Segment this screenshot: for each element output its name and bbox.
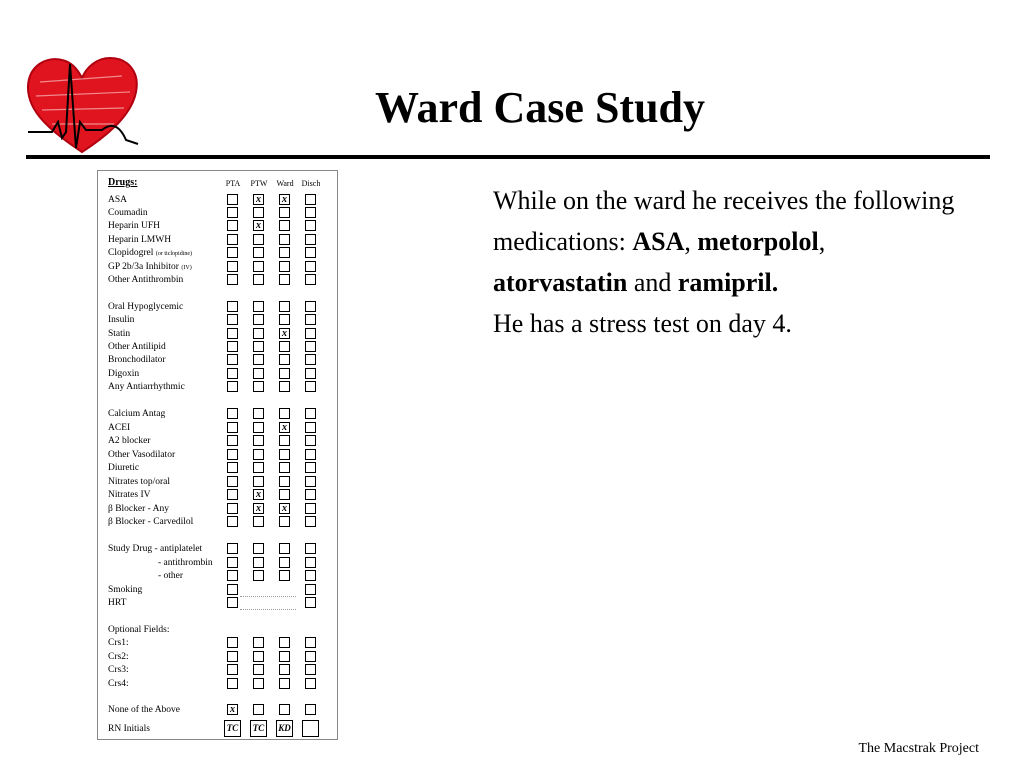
drug-label xyxy=(108,422,224,434)
drug-label-text: Clopidogrel xyxy=(108,248,154,258)
drug-label-text: Coumadin xyxy=(108,208,148,218)
checkbox-disch[interactable] xyxy=(305,584,316,595)
drug-label xyxy=(108,207,224,219)
drug-label xyxy=(108,584,224,596)
checkbox-ptw[interactable] xyxy=(253,570,264,581)
drug-label xyxy=(108,234,224,246)
drug-label-text: GP 2b/3a Inhibitor xyxy=(108,262,179,272)
checkbox-ward[interactable] xyxy=(279,557,290,568)
checkbox-ptw[interactable] xyxy=(253,678,264,689)
drug-label xyxy=(108,314,224,326)
drug-label xyxy=(108,704,224,716)
form-row xyxy=(98,328,337,341)
drug-label-text: Crs3: xyxy=(108,665,129,675)
initials-box-disch[interactable] xyxy=(302,720,319,737)
form-row xyxy=(98,220,337,233)
checkbox-ptw[interactable] xyxy=(253,408,264,419)
checkbox-ward[interactable] xyxy=(279,516,290,527)
checkbox-ptw[interactable] xyxy=(253,247,264,258)
drug-label-text: Statin xyxy=(108,329,131,339)
drug-label xyxy=(108,261,224,274)
form-row xyxy=(98,247,337,260)
checkbox-ptw[interactable] xyxy=(253,476,264,487)
checkbox-ptw[interactable] xyxy=(253,664,264,675)
checkbox-disch[interactable] xyxy=(305,274,316,285)
drug-label xyxy=(108,435,224,447)
checkbox-disch[interactable] xyxy=(305,597,316,608)
drug-label xyxy=(108,449,224,461)
drug-label-text: Other Antithrombin xyxy=(108,275,184,285)
checkbox-ward[interactable] xyxy=(279,678,290,689)
checkbox-disch[interactable] xyxy=(305,489,316,500)
form-row xyxy=(98,503,337,516)
drug-label xyxy=(108,274,224,286)
checkbox-ward[interactable] xyxy=(279,476,290,487)
checkbox-ward[interactable] xyxy=(279,368,290,379)
form-row xyxy=(98,408,337,421)
drug-label xyxy=(108,624,224,636)
heart-ecg-logo xyxy=(22,52,142,160)
form-row xyxy=(98,435,337,448)
checkbox-ptw[interactable] xyxy=(253,516,264,527)
form-row xyxy=(98,570,337,583)
checkbox-ptw[interactable] xyxy=(253,261,264,272)
medication-form xyxy=(97,170,338,740)
drug-label-text: Nitrates IV xyxy=(108,490,151,500)
drug-label-text: Crs4: xyxy=(108,679,129,689)
checkbox-disch[interactable] xyxy=(305,220,316,231)
form-row xyxy=(98,449,337,462)
drug-label-text: Nitrates top/oral xyxy=(108,477,170,487)
drug-label xyxy=(108,301,224,313)
checkbox-ward[interactable] xyxy=(279,408,290,419)
form-row xyxy=(98,341,337,354)
drug-label-text: Bronchodilator xyxy=(108,355,166,365)
checkbox-disch[interactable] xyxy=(305,368,316,379)
drugs-header: Drugs: xyxy=(108,177,138,188)
page-title: Ward Case Study xyxy=(374,83,706,132)
checkbox-pta[interactable] xyxy=(227,503,238,514)
checkbox-ward[interactable] xyxy=(279,341,290,352)
checkbox-pta[interactable] xyxy=(227,476,238,487)
drug-label-text: Crs1: xyxy=(108,638,129,648)
drug-label xyxy=(108,543,224,555)
drug-label-text: Insulin xyxy=(108,315,135,325)
checkbox-ptw[interactable] xyxy=(253,368,264,379)
checkbox-ward[interactable] xyxy=(279,449,290,460)
checkbox-pta[interactable] xyxy=(227,489,238,500)
checkbox-ptw[interactable] xyxy=(253,435,264,446)
drug-label-text: ASA xyxy=(108,195,128,205)
checkbox-ptw[interactable] xyxy=(253,449,264,460)
drug-label-text: - other xyxy=(158,571,184,581)
drug-label-text: Study Drug - antiplatelet xyxy=(108,544,203,554)
checkbox-ward[interactable] xyxy=(279,207,290,218)
form-row xyxy=(98,422,337,435)
checkbox-disch[interactable] xyxy=(305,381,316,392)
checkbox-disch[interactable] xyxy=(305,664,316,675)
drug-label-text: Other Vasodilator xyxy=(108,450,176,460)
form-row xyxy=(98,462,337,475)
drug-label xyxy=(108,328,224,340)
drug-label xyxy=(108,408,224,420)
footer-credit: The Macstrak Project xyxy=(858,741,979,756)
checkbox-disch[interactable] xyxy=(305,543,316,554)
drug-label xyxy=(108,368,224,380)
checkbox-ward[interactable] xyxy=(279,543,290,554)
form-row xyxy=(98,597,337,610)
drug-label xyxy=(108,220,224,232)
checkbox-pta[interactable] xyxy=(227,435,238,446)
checkbox-pta[interactable] xyxy=(227,234,238,245)
separator: , xyxy=(684,227,698,256)
drug-label-text: Other Antilipid xyxy=(108,342,166,352)
checkbox-pta[interactable] xyxy=(227,207,238,218)
checkbox-pta[interactable] xyxy=(227,274,238,285)
medication-asa: ASA xyxy=(632,227,685,256)
checkbox-disch[interactable] xyxy=(305,314,316,325)
form-row xyxy=(98,368,337,381)
initials-box-ward[interactable]: KD xyxy=(276,720,293,737)
checkbox-ptw[interactable] xyxy=(253,301,264,312)
column-header-ptw: PTW xyxy=(250,179,268,188)
checkbox-disch[interactable] xyxy=(305,476,316,487)
checkbox-pta[interactable] xyxy=(227,328,238,339)
checkbox-ward[interactable] xyxy=(279,435,290,446)
heart-icon xyxy=(28,58,137,152)
form-row xyxy=(98,234,337,247)
checkbox-pta[interactable] xyxy=(227,516,238,527)
checkbox-disch[interactable] xyxy=(305,637,316,648)
drug-label xyxy=(108,194,224,206)
checkbox-ptw[interactable]: x xyxy=(253,489,264,500)
checkbox-disch[interactable] xyxy=(305,422,316,433)
column-header-pta: PTA xyxy=(225,179,241,188)
drug-label xyxy=(108,723,224,735)
drug-label-text: Heparin LMWH xyxy=(108,235,172,245)
checkbox-disch[interactable] xyxy=(305,678,316,689)
drug-label xyxy=(158,557,224,569)
separator: , xyxy=(818,227,826,256)
drug-label xyxy=(158,570,224,582)
drug-label-text: - antithrombin xyxy=(158,558,213,568)
checkbox-disch[interactable] xyxy=(305,449,316,460)
form-row xyxy=(98,301,337,314)
checkbox-pta[interactable] xyxy=(227,368,238,379)
form-row xyxy=(98,584,337,597)
form-section-heading xyxy=(98,624,337,637)
form-row xyxy=(98,516,337,529)
form-row xyxy=(98,723,337,736)
checkbox-pta[interactable] xyxy=(227,664,238,675)
drug-label xyxy=(108,247,224,260)
checkbox-pta[interactable] xyxy=(227,422,238,433)
title-divider xyxy=(26,155,990,159)
checkbox-pta[interactable] xyxy=(227,584,238,595)
checkbox-ward[interactable] xyxy=(279,462,290,473)
checkbox-pta[interactable]: x xyxy=(227,704,238,715)
checkbox-pta[interactable] xyxy=(227,637,238,648)
drug-label-text: Crs2: xyxy=(108,652,129,662)
checkbox-disch[interactable] xyxy=(305,328,316,339)
checkbox-disch[interactable] xyxy=(305,261,316,272)
checkbox-ptw[interactable] xyxy=(253,651,264,662)
checkbox-disch[interactable] xyxy=(305,557,316,568)
form-row xyxy=(98,651,337,664)
drug-label-text: β Blocker - Carvedilol xyxy=(108,517,194,527)
checkbox-ptw[interactable] xyxy=(253,637,264,648)
drug-label-text: None of the Above xyxy=(108,705,181,715)
drug-label-note: (or ticlopidine) xyxy=(154,251,193,257)
checkbox-pta[interactable] xyxy=(227,301,238,312)
medication-ramipril: ramipril. xyxy=(677,268,779,297)
form-row xyxy=(98,194,337,207)
checkbox-ward[interactable]: x xyxy=(279,328,290,339)
drug-label-text: β Blocker - Any xyxy=(108,504,170,514)
checkbox-ward[interactable] xyxy=(279,489,290,500)
form-row xyxy=(98,678,337,691)
drug-label-text: Optional Fields: xyxy=(108,625,170,635)
checkbox-disch[interactable] xyxy=(305,462,316,473)
checkbox-ptw[interactable] xyxy=(253,462,264,473)
checkbox-ward[interactable] xyxy=(279,381,290,392)
drug-label-text: Any Antiarrhythmic xyxy=(108,382,185,392)
checkbox-pta[interactable] xyxy=(227,557,238,568)
drug-label xyxy=(108,678,224,690)
checkbox-disch[interactable] xyxy=(305,704,316,715)
checkbox-pta[interactable] xyxy=(227,651,238,662)
drug-label xyxy=(108,341,224,353)
checkbox-pta[interactable] xyxy=(227,678,238,689)
checkbox-pta[interactable] xyxy=(227,449,238,460)
blank-fill-line xyxy=(240,597,296,610)
checkbox-disch[interactable] xyxy=(305,341,316,352)
checkbox-ward[interactable] xyxy=(279,301,290,312)
checkbox-ptw[interactable] xyxy=(253,381,264,392)
form-row xyxy=(98,314,337,327)
drug-label-note: (IV) xyxy=(179,265,192,271)
form-row xyxy=(98,274,337,287)
checkbox-pta[interactable] xyxy=(227,543,238,554)
form-row xyxy=(98,207,337,220)
checkbox-ptw[interactable] xyxy=(253,341,264,352)
checkbox-ward[interactable] xyxy=(279,261,290,272)
drug-label xyxy=(108,354,224,366)
checkbox-disch[interactable] xyxy=(305,354,316,365)
form-row xyxy=(98,354,337,367)
checkbox-disch[interactable] xyxy=(305,207,316,218)
checkbox-ptw[interactable] xyxy=(253,234,264,245)
checkbox-ward[interactable] xyxy=(279,314,290,325)
drug-label xyxy=(108,597,224,609)
drug-label xyxy=(108,462,224,474)
form-row xyxy=(98,381,337,394)
drug-label xyxy=(108,476,224,488)
checkbox-disch[interactable] xyxy=(305,301,316,312)
checkbox-ward[interactable] xyxy=(279,247,290,258)
checkbox-disch[interactable] xyxy=(305,570,316,581)
checkbox-ward[interactable]: x xyxy=(279,422,290,433)
checkbox-ptw[interactable] xyxy=(253,704,264,715)
checkbox-pta[interactable] xyxy=(227,314,238,325)
form-row xyxy=(98,261,337,274)
checkbox-ptw[interactable] xyxy=(253,274,264,285)
blank-fill-line xyxy=(240,584,296,597)
checkbox-pta[interactable] xyxy=(227,194,238,205)
checkbox-pta[interactable] xyxy=(227,408,238,419)
form-row xyxy=(98,489,337,502)
checkbox-ward[interactable]: x xyxy=(279,194,290,205)
checkbox-pta[interactable] xyxy=(227,570,238,581)
checkbox-ptw[interactable] xyxy=(253,328,264,339)
checkbox-disch[interactable] xyxy=(305,194,316,205)
case-description xyxy=(493,180,963,344)
drug-label xyxy=(108,503,224,515)
checkbox-pta[interactable] xyxy=(227,220,238,231)
drug-label-text: A2 blocker xyxy=(108,436,151,446)
checkbox-pta[interactable] xyxy=(227,354,238,365)
checkbox-pta[interactable] xyxy=(227,381,238,392)
drug-label-text: HRT xyxy=(108,598,127,608)
checkbox-pta[interactable] xyxy=(227,261,238,272)
drug-label-text: Smoking xyxy=(108,585,143,595)
drug-label xyxy=(108,637,224,649)
medications-paragraph xyxy=(493,180,963,303)
checkbox-ptw[interactable]: x xyxy=(253,220,264,231)
drug-label xyxy=(108,664,224,676)
checkbox-disch[interactable] xyxy=(305,651,316,662)
medications-intro: While on the ward he receives the following medications: xyxy=(493,186,955,256)
drug-label-text: Diuretic xyxy=(108,463,140,473)
initials-box-ptw[interactable]: TC xyxy=(250,720,267,737)
form-row xyxy=(98,637,337,650)
checkbox-ptw[interactable] xyxy=(253,314,264,325)
checkbox-ward[interactable] xyxy=(279,354,290,365)
checkbox-ptw[interactable]: x xyxy=(253,503,264,514)
checkbox-ward[interactable] xyxy=(279,637,290,648)
checkbox-ward[interactable] xyxy=(279,664,290,675)
checkbox-ward[interactable]: x xyxy=(279,503,290,514)
drug-label-text: ACEI xyxy=(108,423,131,433)
separator: and xyxy=(627,268,678,297)
checkbox-disch[interactable] xyxy=(305,435,316,446)
form-row xyxy=(98,557,337,570)
stress-test-sentence: He has a stress test on day 4. xyxy=(493,309,792,338)
medication-metoprolol: metorpolol xyxy=(697,227,819,256)
column-header-disch: Disch xyxy=(301,179,321,188)
checkbox-ward[interactable] xyxy=(279,570,290,581)
checkbox-ward[interactable] xyxy=(279,651,290,662)
checkbox-pta[interactable] xyxy=(227,597,238,608)
checkbox-disch[interactable] xyxy=(305,247,316,258)
checkbox-ward[interactable] xyxy=(279,220,290,231)
checkbox-disch[interactable] xyxy=(305,516,316,527)
drug-label xyxy=(108,489,224,501)
column-header-ward: Ward xyxy=(276,179,294,188)
checkbox-ptw[interactable] xyxy=(253,543,264,554)
initials-box-pta[interactable]: TC xyxy=(224,720,241,737)
checkbox-disch[interactable] xyxy=(305,503,316,514)
checkbox-pta[interactable] xyxy=(227,462,238,473)
checkbox-ward[interactable] xyxy=(279,704,290,715)
form-row xyxy=(98,664,337,677)
drug-label xyxy=(108,381,224,393)
drug-label-text: Heparin UFH xyxy=(108,221,160,231)
checkbox-ptw[interactable] xyxy=(253,422,264,433)
drug-label-text: Calcium Antag xyxy=(108,409,166,419)
checkbox-disch[interactable] xyxy=(305,234,316,245)
medication-atorvastatin: atorvastatin xyxy=(493,268,628,297)
checkbox-ptw[interactable] xyxy=(253,207,264,218)
checkbox-ptw[interactable] xyxy=(253,557,264,568)
checkbox-disch[interactable] xyxy=(305,408,316,419)
drug-label-text: RN Initials xyxy=(108,724,150,734)
drug-label-text: Digoxin xyxy=(108,369,140,379)
drug-label xyxy=(108,651,224,663)
checkbox-ptw[interactable]: x xyxy=(253,194,264,205)
checkbox-pta[interactable] xyxy=(227,247,238,258)
form-row xyxy=(98,476,337,489)
form-row xyxy=(98,704,337,717)
checkbox-ward[interactable] xyxy=(279,274,290,285)
drug-label-text: Oral Hypoglycemic xyxy=(108,302,184,312)
drug-label xyxy=(108,516,224,528)
checkbox-pta[interactable] xyxy=(227,341,238,352)
checkbox-ptw[interactable] xyxy=(253,354,264,365)
checkbox-ward[interactable] xyxy=(279,234,290,245)
form-row xyxy=(98,543,337,556)
